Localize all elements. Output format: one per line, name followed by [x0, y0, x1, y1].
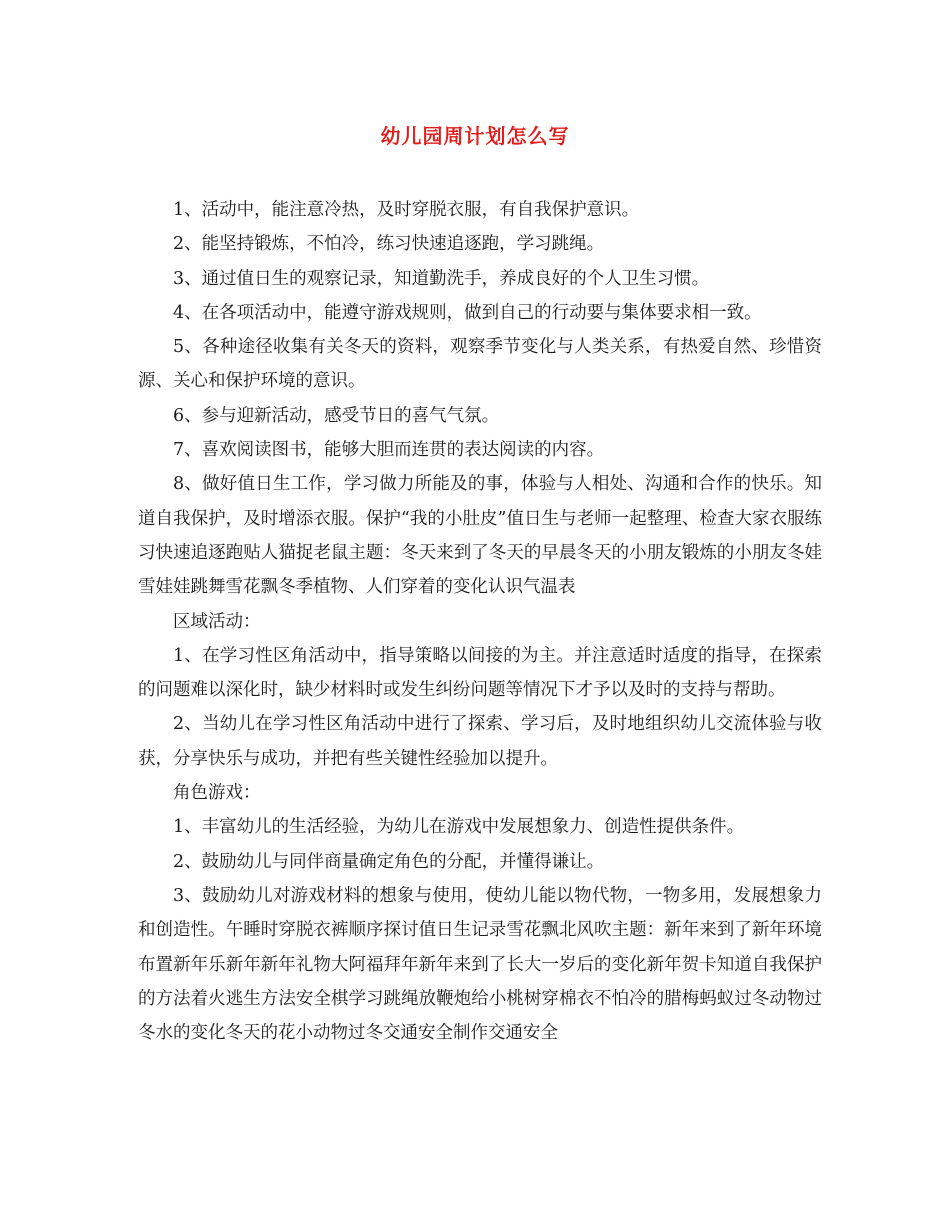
paragraph: 5、各种途径收集有关冬天的资料，观察季节变化与人类关系，有热爱自然、珍惜资源、关心和保护环境的意识。: [138, 337, 822, 392]
paragraph: 7、喜欢阅读图书，能够大胆而连贯的表达阅读的内容。: [173, 440, 605, 461]
paragraph: 2、能坚持锻炼，不怕冷，练习快速追逐跑，学习跳绳。: [173, 234, 605, 255]
section-heading: 区域活动：: [173, 611, 261, 632]
section-heading: 角色游戏：: [173, 783, 261, 804]
paragraph: 1、在学习性区角活动中，指导策略以间接的为主。并注意适时适度的指导，在探索的问题难以深化时，缺少材料时或发生纠纷问题等情况下才予以及时的支持与帮助。: [138, 645, 822, 701]
paragraph: 4、在各项活动中，能遵守游戏规则，做到自己的行动要与集体要求相一致。: [173, 302, 762, 323]
document-body: [138, 193, 822, 1050]
document-title: 幼儿园周计划怎么写: [380, 124, 570, 148]
paragraph: 1、丰富幼儿的生活经验，为幼儿在游戏中发展想象力、创造性提供条件。: [173, 817, 745, 838]
paragraph: 6、参与迎新活动，感受节日的喜气气氛。: [173, 405, 500, 426]
paragraph: 3、鼓励幼儿对游戏材料的想象与使用，使幼儿能以物代物，一物多用，发展想象力和创造性。午睡时穿脱衣裤顺序探讨值日生记录雪花飘北风吹主题：新年来到了新年环境布置新年乐新年新年礼物大阿福拜年新年来到了长大一岁后的变化新年贺卡知道自我保护的方法着火逃生方法安全棋学习跳绳放鞭炮给小桃树穿棉衣不怕冷的腊梅蚂蚁过冬动物过冬水的变化冬天的花小动物过冬交通安全制作交通安全: [138, 885, 822, 1044]
paragraph: 2、当幼儿在学习性区角活动中进行了探索、学习后，及时地组织幼儿交流体验与收获，分享快乐与成功，并把有些关键性经验加以提升。: [138, 714, 822, 769]
paragraph: 8、做好值日生工作，学习做力所能及的事，体验与人相处、沟通和合作的快乐。知道自我保护，及时增添衣服。保护“我的小肚皮”值日生与老师一起整理、检查大家衣服练习快速追逐跑贴人猫捉老鼠主题：冬天来到了冬天的早晨冬天的小朋友锻炼的小朋友冬娃雪娃娃跳舞雪花飘冬季植物、人们穿着的变化认识气温表: [138, 474, 822, 598]
paragraph: 2、鼓励幼儿与同伴商量确定角色的分配，并懂得谦让。: [173, 851, 605, 872]
paragraph: 3、通过值日生的观察记录，知道勤洗手，养成良好的个人卫生习惯。: [173, 268, 710, 289]
paragraph: 1、活动中，能注意冷热，及时穿脱衣服，有自我保护意识。: [173, 200, 640, 220]
